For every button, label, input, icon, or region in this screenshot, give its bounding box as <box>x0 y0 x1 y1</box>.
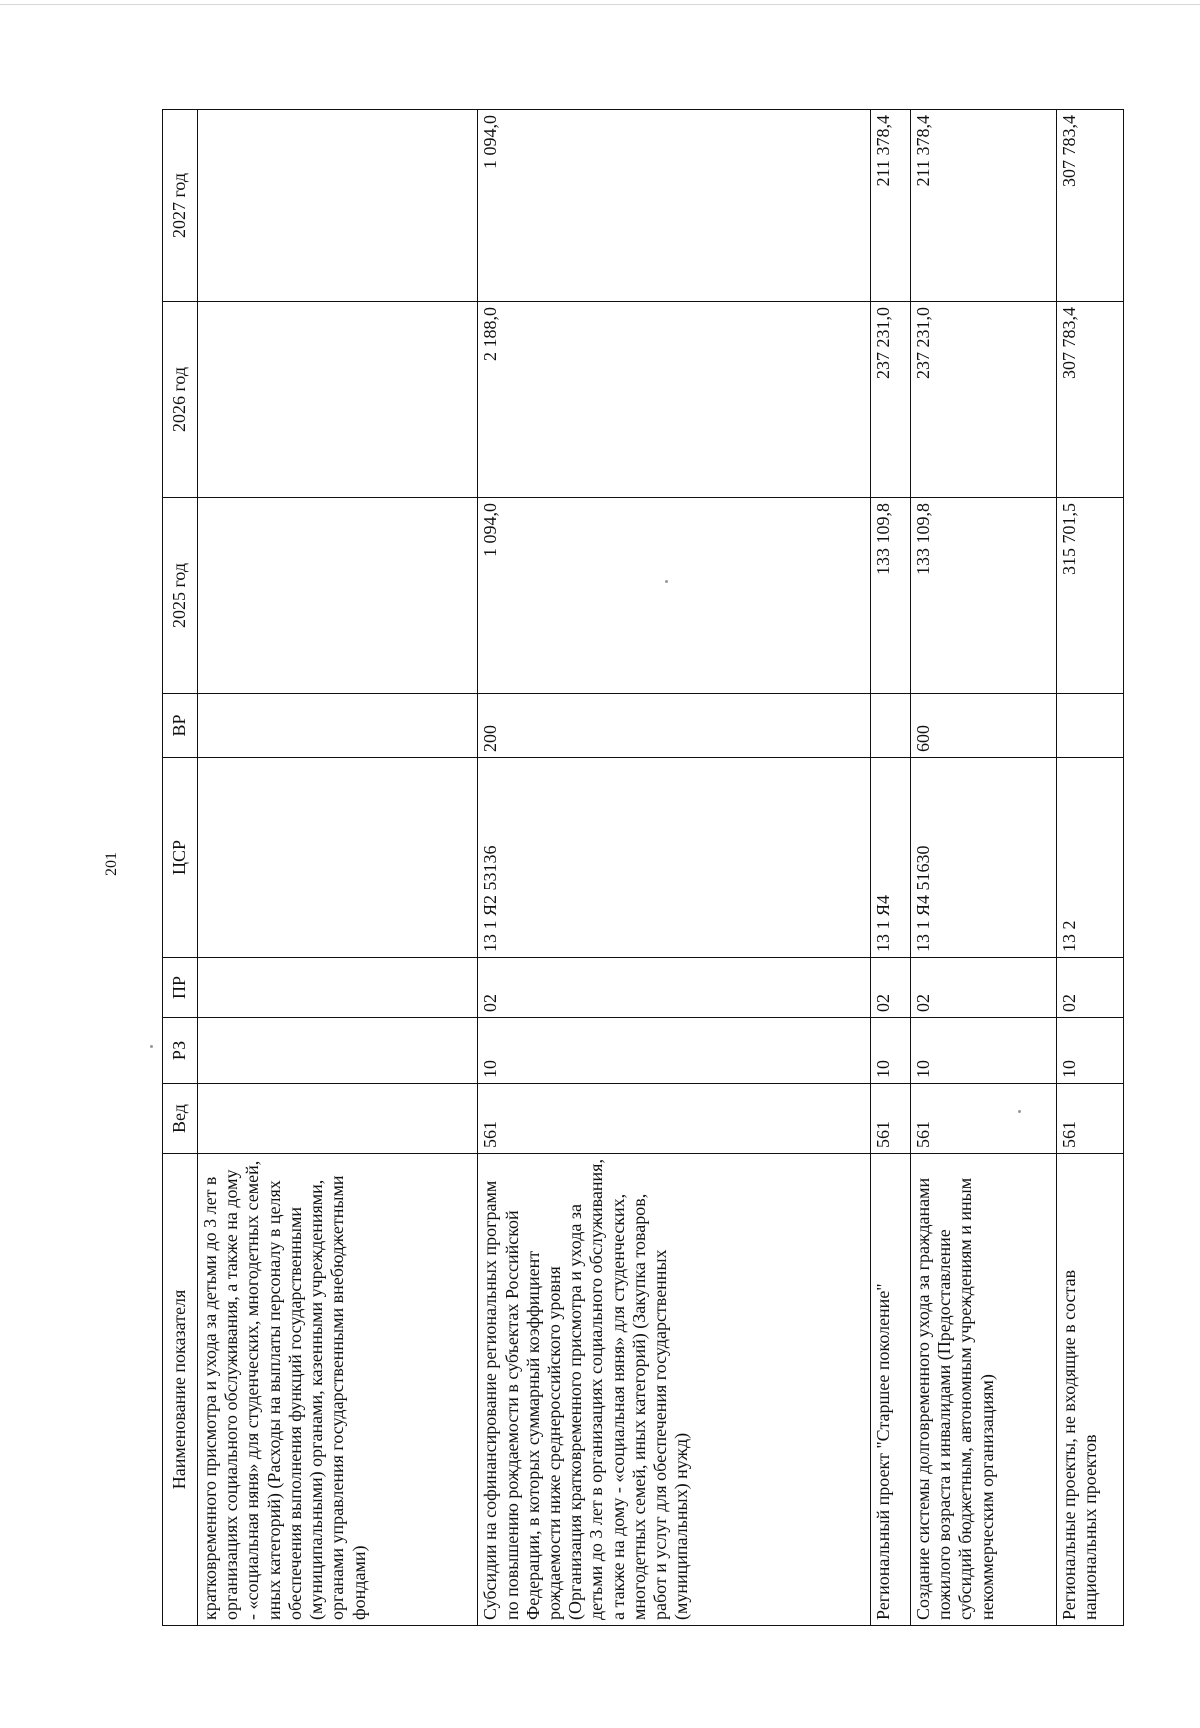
cell-pr: 02 <box>870 958 910 1018</box>
cell-pr: 02 <box>1056 958 1123 1018</box>
cell-pr: 02 <box>478 958 870 1018</box>
cell-csr: 13 1 Я4 51630 <box>910 758 1056 958</box>
cell-ved: 561 <box>870 1084 910 1154</box>
scan-line-top <box>0 4 1200 5</box>
rotated-table-container <box>162 110 1124 1626</box>
header-name: Наименование показателя <box>163 1154 198 1626</box>
cell-rz: 10 <box>910 1018 1056 1084</box>
table-row <box>198 110 478 1626</box>
cell-csr <box>198 758 478 958</box>
cell-vr: 200 <box>478 694 870 758</box>
cell-2025: 133 109,8 <box>870 498 910 694</box>
cell-name: Региональные проекты, не входящие в состав национальных проектов <box>1056 1154 1123 1626</box>
cell-vr: 600 <box>910 694 1056 758</box>
cell-2027: 211 378,4 <box>910 110 1056 302</box>
cell-2027: 211 378,4 <box>870 110 910 302</box>
cell-ved: 561 <box>478 1084 870 1154</box>
table-header-row <box>163 110 198 1626</box>
cell-2026: 237 231,0 <box>910 302 1056 498</box>
cell-name: кратковременного присмотра и ухода за детьми до 3 лет в организациях социального обслуживания, а также на дому - «социальная няня» для студенческих, многодетных семей, иных категорий) (Расходы на выплаты персоналу в целях обеспечения выполнения функций государственными (муниципальными) органами, казенными учреждениями, органами управления государственными внебюджетными фондами) <box>198 1154 478 1626</box>
header-pr: ПР <box>163 958 198 1018</box>
cell-rz: 10 <box>478 1018 870 1084</box>
budget-table <box>162 109 1124 1626</box>
header-csr: ЦСР <box>163 758 198 958</box>
cell-name: Субсидии на софинансирование региональных программ по повышению рождаемости в субъектах Российской Федерации, в которых суммарный коэффициент рождаемости ниже среднероссийского уровня (Организация кратковременного присмотра и ухода за детьми до 3 лет в организациях социального обслуживания, а также на дому - «социальная няня» для студенческих, многодетных семей, иных категорий) (Закупка товаров, работ и услуг для обеспечения государственных (муниципальных) нужд) <box>478 1154 870 1626</box>
table-row <box>478 110 870 1626</box>
cell-vr <box>1056 694 1123 758</box>
cell-rz <box>198 1018 478 1084</box>
table-row <box>910 110 1056 1626</box>
cell-2025 <box>198 498 478 694</box>
cell-2027 <box>198 110 478 302</box>
cell-vr <box>198 694 478 758</box>
header-vr: ВР <box>163 694 198 758</box>
header-2027: 2027 год <box>163 110 198 302</box>
cell-ved <box>198 1084 478 1154</box>
cell-rz: 10 <box>1056 1018 1123 1084</box>
cell-2026: 237 231,0 <box>870 302 910 498</box>
cell-2027: 1 094,0 <box>478 110 870 302</box>
header-2025: 2025 год <box>163 498 198 694</box>
cell-2025: 315 701,5 <box>1056 498 1123 694</box>
header-rz: РЗ <box>163 1018 198 1084</box>
cell-pr: 02 <box>910 958 1056 1018</box>
table-row <box>1056 110 1123 1626</box>
cell-2025: 133 109,8 <box>910 498 1056 694</box>
cell-csr: 13 1 Я2 53136 <box>478 758 870 958</box>
cell-2025: 1 094,0 <box>478 498 870 694</box>
cell-2026: 2 188,0 <box>478 302 870 498</box>
cell-ved: 561 <box>910 1084 1056 1154</box>
page-number: 201 <box>103 852 120 876</box>
cell-rz: 10 <box>870 1018 910 1084</box>
cell-csr: 13 1 Я4 <box>870 758 910 958</box>
cell-csr: 13 2 <box>1056 758 1123 958</box>
cell-2026 <box>198 302 478 498</box>
cell-ved: 561 <box>1056 1084 1123 1154</box>
header-ved: Вед <box>163 1084 198 1154</box>
cell-name: Создание системы долговременного ухода за гражданами пожилого возраста и инвалидами (Предоставление субсидий бюджетным, автономным учреждениям и иным некоммерческим организациям) <box>910 1154 1056 1626</box>
cell-vr <box>870 694 910 758</box>
scan-speck <box>150 1045 153 1048</box>
table-row <box>870 110 910 1626</box>
cell-name: Региональный проект "Старшее поколение" <box>870 1154 910 1626</box>
cell-pr <box>198 958 478 1018</box>
header-2026: 2026 год <box>163 302 198 498</box>
cell-2026: 307 783,4 <box>1056 302 1123 498</box>
cell-2027: 307 783,4 <box>1056 110 1123 302</box>
